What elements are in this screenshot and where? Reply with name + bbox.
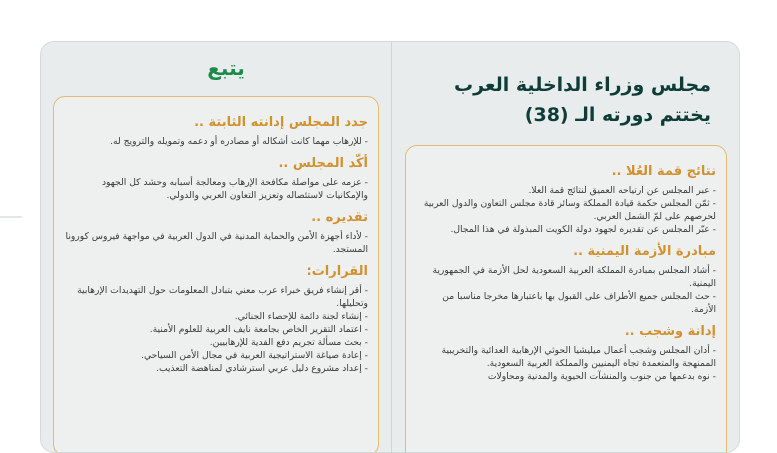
section-item: - نوه بدعمها من جنوب والمنشآت الحيوية والمدنية ومحاولات	[416, 370, 716, 383]
section-item: - عزمه على مواصلة مكافحة الإرهاب ومعالجة أسبابه وحشد كل الجهود والإمكانيات لاستئصاله وتعزيز التعاون العربي والدولي.	[64, 176, 368, 202]
section-item: - عبّر المجلس عن تقديره لجهود دولة الكويت المبذولة في هذا المجال.	[416, 223, 716, 236]
section-item: - أدان المجلس وشجب أعمال ميليشيا الحوثي الإرهابية العدائية والتخريبية الممنهجة والمتعمدة تجاه اليمنيين والمملكة العربية السعودية.	[416, 344, 716, 370]
section-heading: القرارات:	[306, 264, 368, 279]
left-panel	[53, 96, 379, 453]
section-heading: أكّد المجلس ..	[278, 156, 368, 171]
section-item: - ثمّن المجلس حكمة قيادة المملكة وسائر قادة مجلس التعاون والدول العربية لحرصهم على لمّ الشمل العربي.	[416, 197, 716, 223]
section-item: - بحث مسألة تجريم دفع الفدية للإرهابيين.	[64, 336, 368, 349]
section-heading: تقديره ..	[311, 210, 368, 225]
edge-divider-line	[0, 216, 22, 218]
section-renewed-condemnation	[64, 113, 368, 148]
news-card	[40, 41, 740, 453]
main-title-line2: يختتم دورته الـ (38)	[524, 104, 711, 126]
section-item: - لأداء أجهزة الأمن والحماية المدنية في الدول العربية في مواجهة فيروس كورونا المستجد.	[64, 230, 368, 256]
main-title-line1: مجلس وزراء الداخلية العرب	[454, 74, 711, 96]
follow-title: يتبع	[207, 56, 245, 80]
section-item: - إنشاء لجنة دائمة للإحصاء الجنائي.	[64, 310, 368, 323]
section-item: - عبر المجلس عن ارتياحه العميق لنتائج قمة العلا.	[416, 184, 716, 197]
section-item: - إعداد مشروع دليل عربي استرشادي لمناهضة التعذيب.	[64, 362, 368, 375]
section-heading: إدانة وشجب ..	[624, 324, 716, 339]
column-divider	[391, 42, 392, 452]
section-heading: مبادرة الأزمة اليمنية ..	[573, 244, 716, 259]
section-item: - حث المجلس جميع الأطراف على القبول بها باعتبارها مخرجا مناسبا من الأزمة.	[416, 290, 716, 316]
section-item: - للإرهاب مهما كانت أشكاله أو مصادره أو دعمه وتمويله والترويج له.	[64, 135, 368, 148]
section-ula	[416, 162, 716, 236]
section-item: - أشاد المجلس بمبادرة المملكة العربية السعودية لحل الأزمة في الجمهورية اليمنية.	[416, 264, 716, 290]
section-item: - إعادة صياغة الاستراتيجية العربية في مجال الأمن السياحي.	[64, 349, 368, 362]
section-item: - اعتماد التقرير الخاص بجامعة نايف العربية للعلوم الأمنية.	[64, 323, 368, 336]
section-affirmed	[64, 154, 368, 202]
section-heading: جدد المجلس إدانته الثابتة ..	[194, 115, 368, 130]
section-item: - أقر إنشاء فريق خبراء عرب معني بتبادل المعلومات حول التهديدات الإرهابية وتحليلها.	[64, 284, 368, 310]
main-title	[431, 70, 711, 130]
section-appreciation	[64, 208, 368, 256]
section-heading: نتائج قمة العُلا ..	[611, 164, 716, 179]
section-yemen-initiative	[416, 242, 716, 316]
right-panel	[405, 145, 727, 453]
section-condemnation	[416, 322, 716, 383]
section-decisions	[64, 262, 368, 375]
